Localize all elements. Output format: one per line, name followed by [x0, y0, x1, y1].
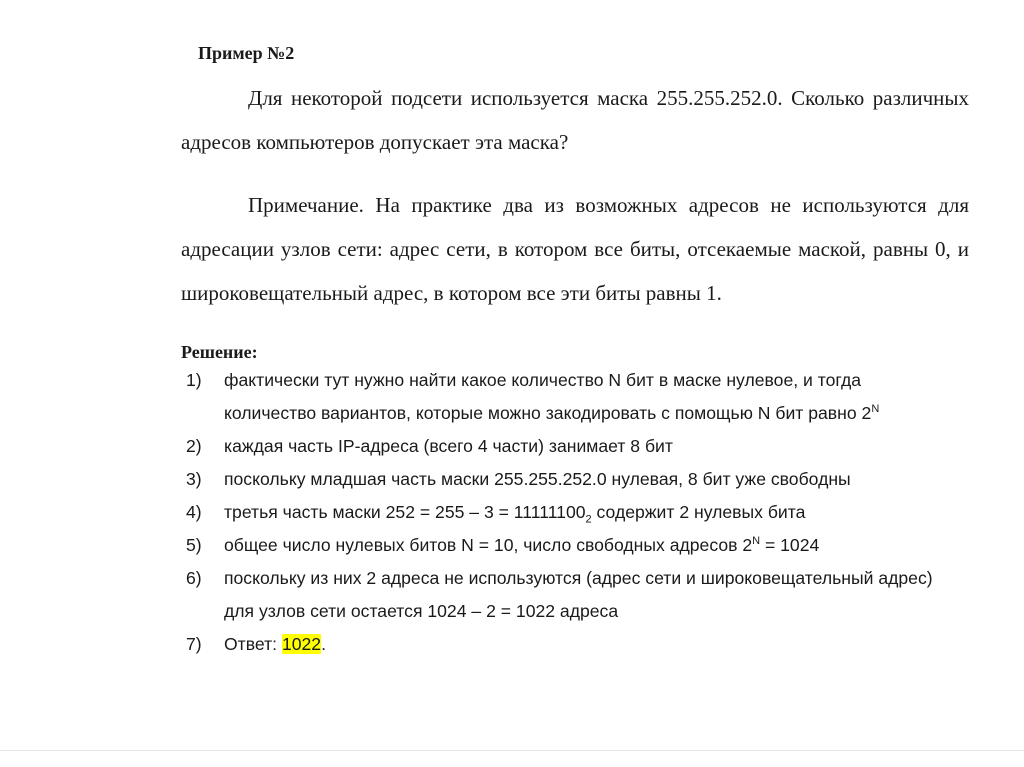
step-text-line	[224, 397, 976, 430]
step-number: 6)	[186, 568, 202, 588]
step-text-line: каждая часть IP-адреса (всего 4 части) занимает 8 бит	[224, 436, 673, 456]
solution-heading: Решение:	[181, 342, 258, 362]
solution-step-7	[186, 628, 976, 661]
solution-step-5	[186, 529, 976, 562]
step-number: 3)	[186, 469, 202, 489]
step-body	[224, 529, 976, 562]
step-body	[224, 463, 976, 496]
step-number: 2)	[186, 436, 202, 456]
step-number: 4)	[186, 502, 202, 522]
solution-step-4	[186, 496, 976, 529]
step-body	[224, 364, 976, 430]
page-bottom-divider	[0, 750, 1024, 751]
superscript-n: N	[752, 535, 761, 548]
superscript-n: N	[871, 403, 880, 416]
step-text: количество вариантов, которые можно закодировать с помощью N бит равно 2	[224, 403, 872, 423]
step-text-line: поскольку младшая часть маски 255.255.252.0 нулевая, 8 бит уже свободны	[224, 469, 851, 489]
note-text: Примечание. На практике два из возможных адресов не используются для адресации узлов сети: адрес сети, в котором все биты, отсекаемые маской, равны 0, и широковещательный адрес, в котором все эти биты равны 1.	[181, 193, 969, 305]
answer-end: .	[321, 634, 326, 654]
step-body	[224, 496, 976, 529]
subscript-base: 2	[585, 513, 592, 526]
step-text-line	[224, 529, 976, 562]
step-text-line: для узлов сети остается 1024 – 2 = 1022 адреса	[224, 601, 619, 621]
solution-step-1	[186, 364, 976, 430]
task-paragraph	[181, 76, 969, 164]
step-text: третья часть маски 252 = 255 – 3 = 11111100	[224, 502, 586, 522]
answer-label: Ответ:	[224, 634, 282, 654]
note-paragraph	[181, 183, 969, 315]
step-text: = 1024	[760, 535, 820, 555]
step-body	[224, 430, 976, 463]
step-number: 7)	[186, 634, 202, 654]
step-text: содержит 2 нулевых бита	[591, 502, 806, 522]
step-text-line	[224, 628, 976, 661]
solution-step-3	[186, 463, 976, 496]
task-text: Для некоторой подсети используется маска 255.255.252.0. Сколько различных адресов компьютеров допускает эта маска?	[181, 86, 969, 154]
step-text-line: фактически тут нужно найти какое количество N бит в маске нулевое, и тогда	[224, 370, 862, 390]
solution-steps-list	[186, 364, 976, 661]
answer-value-highlight: 1022	[281, 634, 322, 654]
solution-step-2	[186, 430, 976, 463]
step-text-line	[224, 496, 976, 529]
step-number: 1)	[186, 370, 202, 390]
step-body	[224, 562, 976, 628]
example-title: Пример №2	[198, 43, 295, 63]
step-number: 5)	[186, 535, 202, 555]
step-text: общее число нулевых битов N = 10, число свободных адресов 2	[224, 535, 753, 555]
step-body	[224, 628, 976, 661]
step-text-line: поскольку из них 2 адреса не используются (адрес сети и широковещательный адрес)	[224, 568, 933, 588]
solution-step-6	[186, 562, 976, 628]
